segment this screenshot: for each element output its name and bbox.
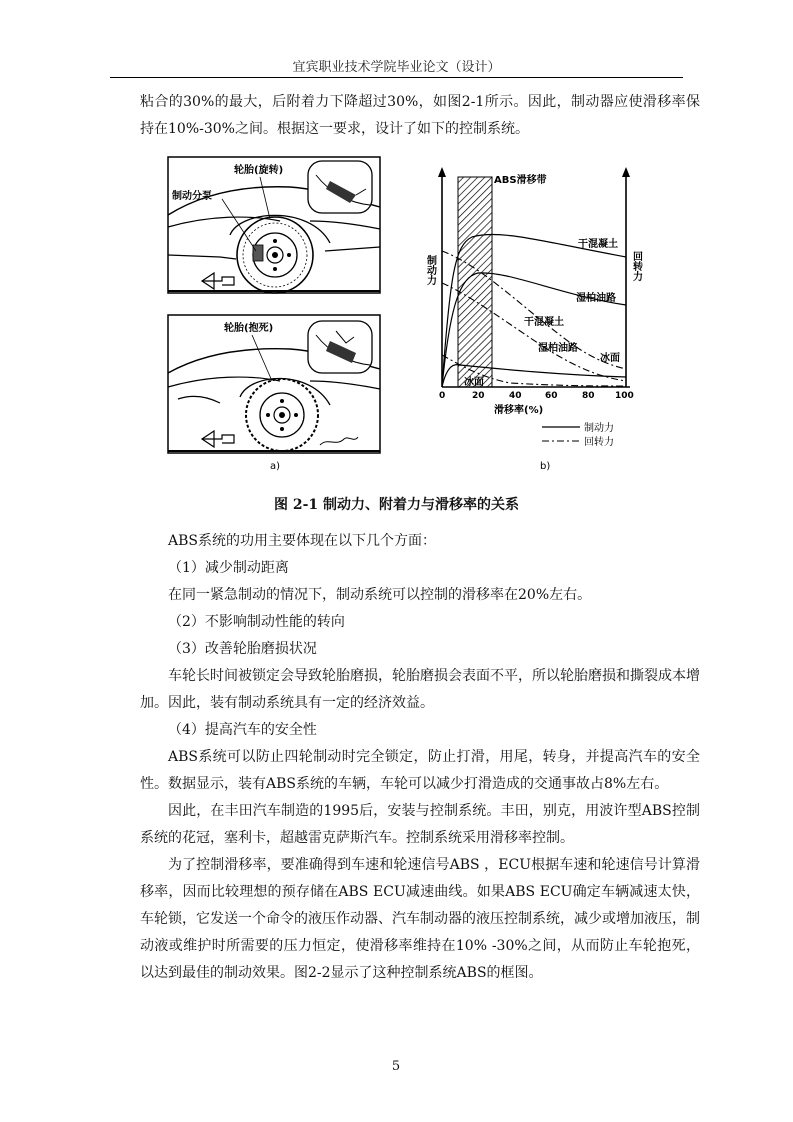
panel-a-label: a) [270,461,281,472]
figure-caption: 图 2-1 制动力、附着力与滑移率的关系 [273,497,520,513]
legend-turn-label: 回转力 [584,437,614,448]
label-dry-brake: 干混凝土 [578,239,618,250]
x-tick-20: 20 [472,391,485,401]
bottom-tire-label: 轮胎(抱死) [224,323,274,334]
paragraph-7: 为了控制滑移率，要准确得到车速和轮速信号ABS ，ECU根据车速和轮速信号计算滑移率，因而比较理想的预存储在ABS ECU减速曲线。如果ABS ECU确定车辆减速太快，车轮锁，它发送一个命令的液压作动器、汽车制动器的液压控制系统，减少或增加液压，制动液或维护时所需要的压力恒定，使滑移率维持在10% -30%之间，从而防止车轮抱死，以达到最佳的制动效果。图2-2显示了这种控制系统ABS的框图。 [140,857,700,981]
label-ice-turn: 冰面 [464,377,484,388]
x-axis-label: 滑移率(%) [494,405,544,416]
abs-band-label: ABS滑移带 [494,175,547,186]
list-item-1: （1）减少制动距离 [168,560,289,576]
paragraph-6: 因此，在丰田汽车制造的1995后，安装与控制系统。丰田，别克，用波许型ABS控制系统的花冠，塞利卡，超越雷克萨斯汽车。控制系统采用滑移率控制。 [140,803,700,846]
label-ice-brake: 冰面 [600,353,620,364]
paragraph-5: ABS系统可以防止四轮制动时完全锁定，防止打滑，用尾，转身，并提高汽车的安全性。数据显示，装有ABS系统的车辆，车轮可以减少打滑造成的交通事故占8%左右。 [140,749,700,792]
list-item-3: （3）改善轮胎磨损状况 [168,641,317,657]
header-rule [110,77,683,78]
panel-a-top [168,157,380,293]
paragraph-1: 粘合的30%的最大，后附着力下降超过30%，如图2-1所示。因此，制动器应使滑移率保持在10%-30%之间。根据这一要求，设计了如下的控制系统。 [140,94,700,137]
top-tire-label: 轮胎(旋转) [234,165,284,176]
label-wet-brake: 湿柏油路 [576,293,616,304]
list-item-2: （2）不影响制动性能的转向 [168,614,345,630]
x-tick-60: 60 [545,391,558,401]
page-header: 宜宾职业技术学院毕业论文（设计） [292,60,501,75]
legend-brake-label: 制动力 [584,423,614,434]
panel-a-bottom [168,315,380,472]
paragraph-2: ABS系统的功用主要体现在以下几个方面： [168,533,436,549]
abs-band [458,177,492,387]
figure-2-1 [160,155,646,477]
figure-svg [160,155,646,477]
x-tick-100: 100 [615,391,634,401]
y-left-label: 制动力 [424,255,436,285]
page-number: 5 [391,1059,401,1074]
list-item-4: （4）提高汽车的安全性 [168,722,317,738]
label-wet-turn: 湿柏油路 [538,343,578,354]
paragraph-4: 车轮长时间被锁定会导致轮胎磨损，轮胎磨损会表面不平，所以轮胎磨损和撕裂成本增加。因此，装有制动系统具有一定的经济效益。 [140,668,700,711]
x-tick-0: 0 [439,391,446,401]
x-tick-40: 40 [509,391,522,401]
label-dry-turn: 干混凝土 [524,317,564,328]
panel-b-label: b) [540,461,551,472]
x-tick-80: 80 [582,391,595,401]
paragraph-3: 在同一紧急制动的情况下，制动系统可以控制的滑移率在20%左右。 [168,587,592,603]
panel-b-chart [425,167,643,472]
brake-pump-label: 制动分泵 [172,191,212,202]
y-right-label: 回转力 [630,251,642,281]
